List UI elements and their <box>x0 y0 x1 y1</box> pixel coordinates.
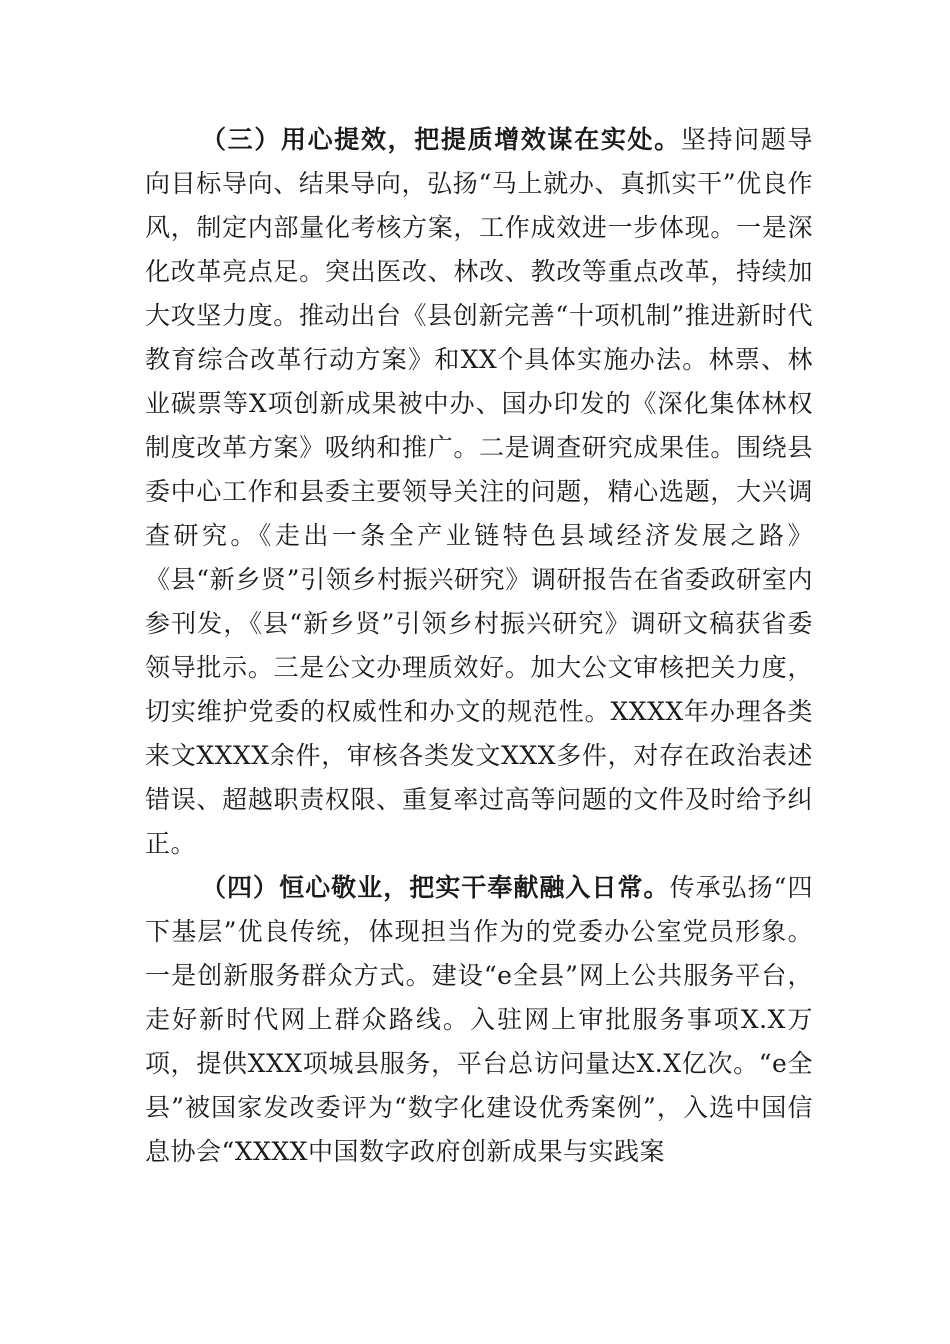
document-body <box>145 118 813 1174</box>
section-4-text: 传承弘扬“四下基层”优良传统，体现担当作为的党委办公室党员形象。一是创新服务群众方式。建设“e全县”网上公共服务平台，走好新时代网上群众路线。入驻网上审批服务事项X.X万项，提供XXX项城县服务，平台总访问量达X.X亿次。“e全县”被国家发改委评为“数字化建设优秀案例”，入选中国信息协会“XXXX中国数字政府创新成果与实践案 <box>145 873 813 1166</box>
section-4-heading: （四）恒心敬业，把实干奉献融入日常。 <box>201 873 670 902</box>
section-3-heading: （三）用心提效，把提质增效谋在实处。 <box>201 125 681 154</box>
paragraph-section-3 <box>145 118 813 866</box>
paragraph-section-4 <box>145 866 813 1174</box>
section-3-text: 坚持问题导向目标导向、结果导向，弘扬“马上就办、真抓实干”优良作风，制定内部量化考核方案，工作成效进一步体现。一是深化改革亮点足。突出医改、林改、教改等重点改革，持续加大攻坚力度。推动出台《县创新完善“十项机制”推进新时代教育综合改革行动方案》和XX个具体实施办法。林票、林业碳票等X项创新成果被中办、国办印发的《深化集体林权制度改革方案》吸纳和推广。二是调查研究成果佳。围绕县委中心工作和县委主要领导关注的问题，精心选题，大兴调查研究。《走出一条全产业链特色县域经济发展之路》《县“新乡贤”引领乡村振兴研究》调研报告在省委政研室内参刊发，《县“新乡贤”引领乡村振兴研究》调研文稿获省委领导批示。三是公文办理质效好。加大公文审核把关力度，切实维护党委的权威性和办文的规范性。XXXX年办理各类来文XXXX余件，审核各类发文XXX多件，对存在政治表述错误、超越职责权限、重复率过高等问题的文件及时给予纠正。 <box>145 125 813 858</box>
